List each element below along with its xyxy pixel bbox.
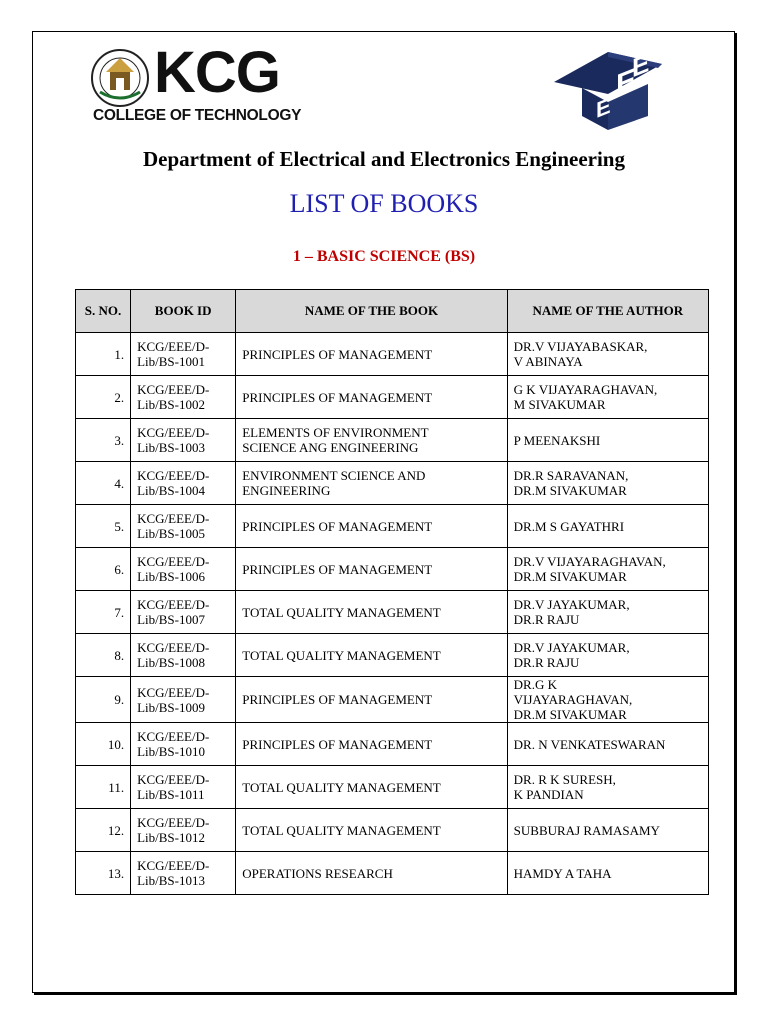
- cell-book-name-line: OPERATIONS RESEARCH: [242, 865, 393, 881]
- cell-author-line: DR.M SIVAKUMAR: [513, 707, 627, 722]
- cell-author: [507, 634, 708, 677]
- cell-book-id-line: Lib/BS-1002: [137, 397, 205, 412]
- cell-book-id: [131, 809, 236, 852]
- cell-book-id-line: Lib/BS-1001: [137, 354, 205, 369]
- cell-sno: 10.: [76, 723, 131, 766]
- cell-book-id-line: KCG/EEE/D-: [137, 729, 210, 744]
- cell-book-id-line: Lib/BS-1008: [137, 655, 205, 670]
- cell-book-name-line: PRINCIPLES OF MANAGEMENT: [242, 346, 433, 362]
- cell-sno: 3.: [76, 419, 131, 462]
- cell-book-name: [236, 548, 507, 591]
- cell-book-id: [131, 591, 236, 634]
- cell-author-line: DR.R RAJU: [513, 655, 580, 670]
- cell-author-line: P MEENAKSHI: [513, 432, 601, 448]
- header-book-id: BOOK ID: [131, 290, 236, 333]
- cell-book-id: [131, 634, 236, 677]
- cell-sno: 6.: [76, 548, 131, 591]
- cell-book-name-line: PRINCIPLES OF MANAGEMENT: [242, 561, 433, 577]
- cell-author-line: V ABINAYA: [513, 354, 583, 369]
- college-logo: [90, 40, 305, 126]
- cell-book-id: [131, 505, 236, 548]
- cell-sno: 2.: [76, 376, 131, 419]
- cell-book-name-line: TOTAL QUALITY MANAGEMENT: [242, 779, 441, 795]
- cell-book-name-line: ELEMENTS OF ENVIRONMENT: [242, 425, 429, 440]
- table-row: [76, 677, 709, 723]
- cell-book-id: [131, 852, 236, 895]
- cell-author: [507, 333, 708, 376]
- cell-book-id-line: KCG/EEE/D-: [137, 468, 210, 483]
- logo-subtitle: COLLEGE OF TECHNOLOGY: [93, 107, 302, 124]
- cell-sno: 12.: [76, 809, 131, 852]
- cell-author: [507, 548, 708, 591]
- table-row: [76, 852, 709, 895]
- cell-author-line: DR.V VIJAYABASKAR,: [513, 339, 648, 354]
- college-seal-icon: [90, 48, 150, 108]
- cell-sno: 8.: [76, 634, 131, 677]
- header-sno: S. NO.: [76, 290, 131, 333]
- cell-author-line: G K VIJAYARAGHAVAN,: [513, 382, 658, 397]
- header-author: NAME OF THE AUTHOR: [507, 290, 708, 333]
- list-title: LIST OF BOOKS: [289, 189, 479, 218]
- cell-book-id-line: KCG/EEE/D-: [137, 425, 210, 440]
- cell-author: [507, 462, 708, 505]
- cell-book-name: [236, 723, 507, 766]
- cell-author-line: DR.R SARAVANAN,: [513, 468, 629, 483]
- cell-book-id: [131, 462, 236, 505]
- cell-author-line: K PANDIAN: [513, 787, 584, 802]
- cell-sno: 4.: [76, 462, 131, 505]
- cell-book-name: [236, 852, 507, 895]
- cell-book-name-line: PRINCIPLES OF MANAGEMENT: [242, 692, 433, 707]
- cell-author-line: M SIVAKUMAR: [513, 397, 606, 412]
- cell-author-line: SUBBURAJ RAMASAMY: [513, 822, 660, 838]
- cell-book-id-line: KCG/EEE/D-: [137, 339, 210, 354]
- cell-book-name: [236, 591, 507, 634]
- cell-author-line: DR.V JAYAKUMAR,: [513, 640, 630, 655]
- cell-book-id-line: KCG/EEE/D-: [137, 858, 210, 873]
- cell-book-id-line: KCG/EEE/D-: [137, 772, 210, 787]
- cell-book-name: [236, 505, 507, 548]
- svg-text:E: E: [596, 92, 611, 124]
- cell-author-line: DR.M SIVAKUMAR: [513, 569, 627, 584]
- cell-author-line: DR.G K: [513, 677, 557, 692]
- cell-book-id-line: Lib/BS-1004: [137, 483, 205, 498]
- cell-book-name-line: TOTAL QUALITY MANAGEMENT: [242, 647, 441, 663]
- cell-book-name-line: PRINCIPLES OF MANAGEMENT: [242, 518, 433, 534]
- cell-book-name-line: TOTAL QUALITY MANAGEMENT: [242, 604, 441, 620]
- cell-book-name-line: PRINCIPLES OF MANAGEMENT: [242, 736, 433, 752]
- cell-book-id: [131, 333, 236, 376]
- books-table: [75, 289, 709, 895]
- cell-book-name: [236, 766, 507, 809]
- cell-book-name: [236, 376, 507, 419]
- cell-book-id: [131, 376, 236, 419]
- cell-book-id-line: Lib/BS-1013: [137, 873, 205, 888]
- cell-book-name-line: SCIENCE ANG ENGINEERING: [242, 440, 419, 455]
- table-row: [76, 333, 709, 376]
- cell-book-name: [236, 677, 507, 723]
- cell-book-id-line: Lib/BS-1011: [137, 787, 205, 802]
- table-header-row: [76, 290, 709, 333]
- svg-text:E: E: [616, 61, 637, 103]
- cell-book-id: [131, 548, 236, 591]
- table-row: [76, 591, 709, 634]
- cell-author: [507, 766, 708, 809]
- svg-text:E: E: [632, 47, 650, 84]
- cell-book-name: [236, 462, 507, 505]
- cell-book-id-line: KCG/EEE/D-: [137, 511, 210, 526]
- cell-author: [507, 591, 708, 634]
- cell-book-name-line: ENVIRONMENT SCIENCE AND: [242, 468, 426, 483]
- eee-badge-icon: [552, 44, 664, 130]
- department-title: Department of Electrical and Electronics Engineering: [143, 147, 625, 171]
- cell-author: [507, 677, 708, 723]
- cell-book-id: [131, 723, 236, 766]
- section-title: 1 – BASIC SCIENCE (BS): [292, 248, 476, 265]
- cell-book-id-line: Lib/BS-1006: [137, 569, 205, 584]
- table-row: [76, 766, 709, 809]
- table-row: [76, 809, 709, 852]
- cell-author: [507, 852, 708, 895]
- cell-book-id-line: KCG/EEE/D-: [137, 815, 210, 830]
- cell-sno: 11.: [76, 766, 131, 809]
- table-row: [76, 505, 709, 548]
- cell-book-id: [131, 677, 236, 723]
- table-row: [76, 419, 709, 462]
- cell-book-id-line: Lib/BS-1003: [137, 440, 205, 455]
- cell-book-name-line: ENGINEERING: [242, 483, 331, 498]
- cell-author: [507, 419, 708, 462]
- cell-book-id-line: Lib/BS-1007: [137, 612, 205, 627]
- cell-book-id-line: Lib/BS-1012: [137, 830, 205, 845]
- books-table-body: [76, 333, 709, 895]
- cell-author-line: DR.M S GAYATHRI: [513, 518, 625, 534]
- table-row: [76, 376, 709, 419]
- cell-book-name: [236, 634, 507, 677]
- cell-author-line: DR.V JAYAKUMAR,: [513, 597, 630, 612]
- table-row: [76, 723, 709, 766]
- cell-book-id-line: KCG/EEE/D-: [137, 640, 210, 655]
- cell-book-name: [236, 419, 507, 462]
- cell-author: [507, 505, 708, 548]
- cell-author: [507, 376, 708, 419]
- cell-book-id-line: KCG/EEE/D-: [137, 597, 210, 612]
- cell-author-line: DR.R RAJU: [513, 612, 580, 627]
- cell-book-id-line: Lib/BS-1010: [137, 744, 205, 759]
- cell-book-name: [236, 333, 507, 376]
- cell-author-line: DR.M SIVAKUMAR: [513, 483, 627, 498]
- cell-book-id-line: KCG/EEE/D-: [137, 554, 210, 569]
- table-row: [76, 548, 709, 591]
- header-book-name: NAME OF THE BOOK: [236, 290, 507, 333]
- cell-sno: 1.: [76, 333, 131, 376]
- cell-sno: 9.: [76, 677, 131, 723]
- cell-sno: 13.: [76, 852, 131, 895]
- table-row: [76, 462, 709, 505]
- cell-author-line: DR. N VENKATESWARAN: [513, 736, 666, 752]
- cell-book-id-line: Lib/BS-1005: [137, 526, 205, 541]
- cell-book-name-line: PRINCIPLES OF MANAGEMENT: [242, 389, 433, 405]
- cell-book-name-line: TOTAL QUALITY MANAGEMENT: [242, 822, 441, 838]
- logo-name: KCG: [154, 40, 280, 105]
- cell-book-name: [236, 809, 507, 852]
- cell-book-id-line: KCG/EEE/D-: [137, 382, 210, 397]
- cell-book-id: [131, 419, 236, 462]
- cell-book-id-line: KCG/EEE/D-: [137, 684, 210, 700]
- cell-book-id: [131, 766, 236, 809]
- cell-sno: 5.: [76, 505, 131, 548]
- cell-author: [507, 723, 708, 766]
- cell-author-line: DR. R K SURESH,: [513, 772, 616, 787]
- cell-author-line: HAMDY A TAHA: [513, 865, 612, 881]
- cell-author-line: VIJAYARAGHAVAN,: [513, 692, 633, 707]
- cell-book-id-line: Lib/BS-1009: [137, 699, 205, 715]
- cell-author-line: DR.V VIJAYARAGHAVAN,: [513, 554, 666, 569]
- cell-sno: 7.: [76, 591, 131, 634]
- cell-author: [507, 809, 708, 852]
- table-row: [76, 634, 709, 677]
